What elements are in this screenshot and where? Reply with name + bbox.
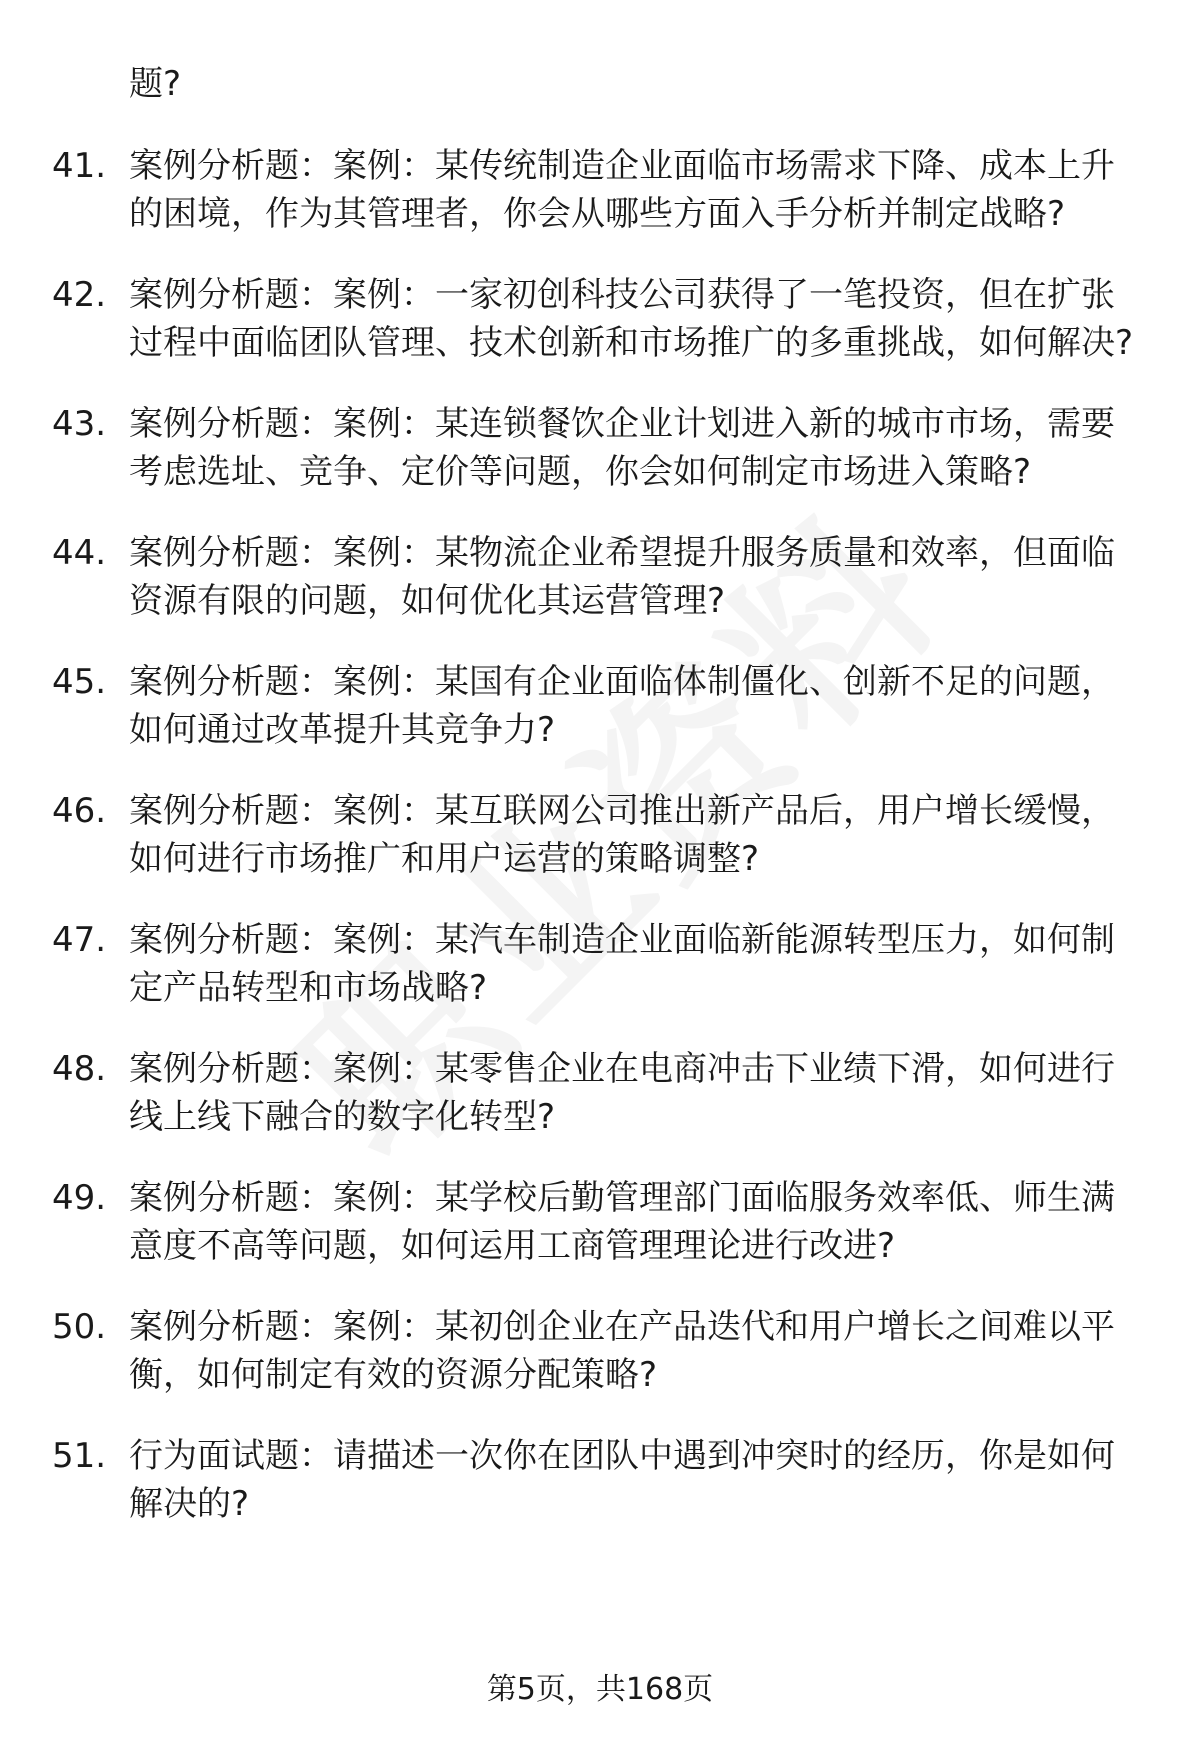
question-text: 案例分析题：案例：某汽车制造企业面临新能源转型压力，如何制定产品转型和市场战略? bbox=[129, 920, 1115, 1008]
question-text: 案例分析题：案例：某物流企业希望提升服务质量和效率，但面临资源有限的问题，如何优化其运营管理? bbox=[129, 533, 1115, 621]
question-item-50 bbox=[0, 1303, 1200, 1399]
question-number: 48. bbox=[52, 1049, 107, 1089]
question-text: 行为面试题：请描述一次你在团队中遇到冲突时的经历，你是如何解决的? bbox=[129, 1436, 1115, 1524]
continued-question-text: 题? bbox=[129, 64, 182, 104]
question-number: 46. bbox=[52, 791, 107, 831]
question-item-44 bbox=[0, 529, 1200, 625]
question-item-41 bbox=[0, 142, 1200, 238]
question-text: 案例分析题：案例：某初创企业在产品迭代和用户增长之间难以平衡，如何制定有效的资源分配策略? bbox=[129, 1307, 1115, 1395]
question-list bbox=[0, 142, 1200, 1561]
question-number: 41. bbox=[52, 146, 107, 186]
question-text: 案例分析题：案例：一家初创科技公司获得了一笔投资，但在扩张过程中面临团队管理、技术创新和市场推广的多重挑战，如何解决? bbox=[129, 275, 1134, 363]
question-item-51 bbox=[0, 1432, 1200, 1528]
question-text: 案例分析题：案例：某互联网公司推出新产品后，用户增长缓慢，如何进行市场推广和用户运营的策略调整? bbox=[129, 791, 1115, 879]
page-number-footer: 第5页，共168页 bbox=[486, 1672, 714, 1707]
question-text: 案例分析题：案例：某传统制造企业面临市场需求下降、成本上升的困境，作为其管理者，你会从哪些方面入手分析并制定战略? bbox=[129, 146, 1115, 234]
question-item-48 bbox=[0, 1045, 1200, 1141]
question-number: 51. bbox=[52, 1436, 107, 1476]
question-number: 49. bbox=[52, 1178, 107, 1218]
question-item-49 bbox=[0, 1174, 1200, 1270]
question-number: 43. bbox=[52, 404, 107, 444]
question-number: 44. bbox=[52, 533, 107, 573]
question-item-46 bbox=[0, 787, 1200, 883]
question-text: 案例分析题：案例：某零售企业在电商冲击下业绩下滑，如何进行线上线下融合的数字化转型? bbox=[129, 1049, 1115, 1137]
question-text: 案例分析题：案例：某国有企业面临体制僵化、创新不足的问题，如何通过改革提升其竞争力? bbox=[129, 662, 1115, 750]
question-item-42 bbox=[0, 271, 1200, 367]
question-number: 50. bbox=[52, 1307, 107, 1347]
question-text: 案例分析题：案例：某学校后勤管理部门面临服务效率低、师生满意度不高等问题，如何运用工商管理理论进行改进? bbox=[129, 1178, 1115, 1266]
question-item-43 bbox=[0, 400, 1200, 496]
question-number: 45. bbox=[52, 662, 107, 702]
question-text: 案例分析题：案例：某连锁餐饮企业计划进入新的城市市场，需要考虑选址、竞争、定价等问题，你会如何制定市场进入策略? bbox=[129, 404, 1115, 492]
question-item-45 bbox=[0, 658, 1200, 754]
question-item-47 bbox=[0, 916, 1200, 1012]
question-number: 47. bbox=[52, 920, 107, 960]
question-number: 42. bbox=[52, 275, 107, 315]
